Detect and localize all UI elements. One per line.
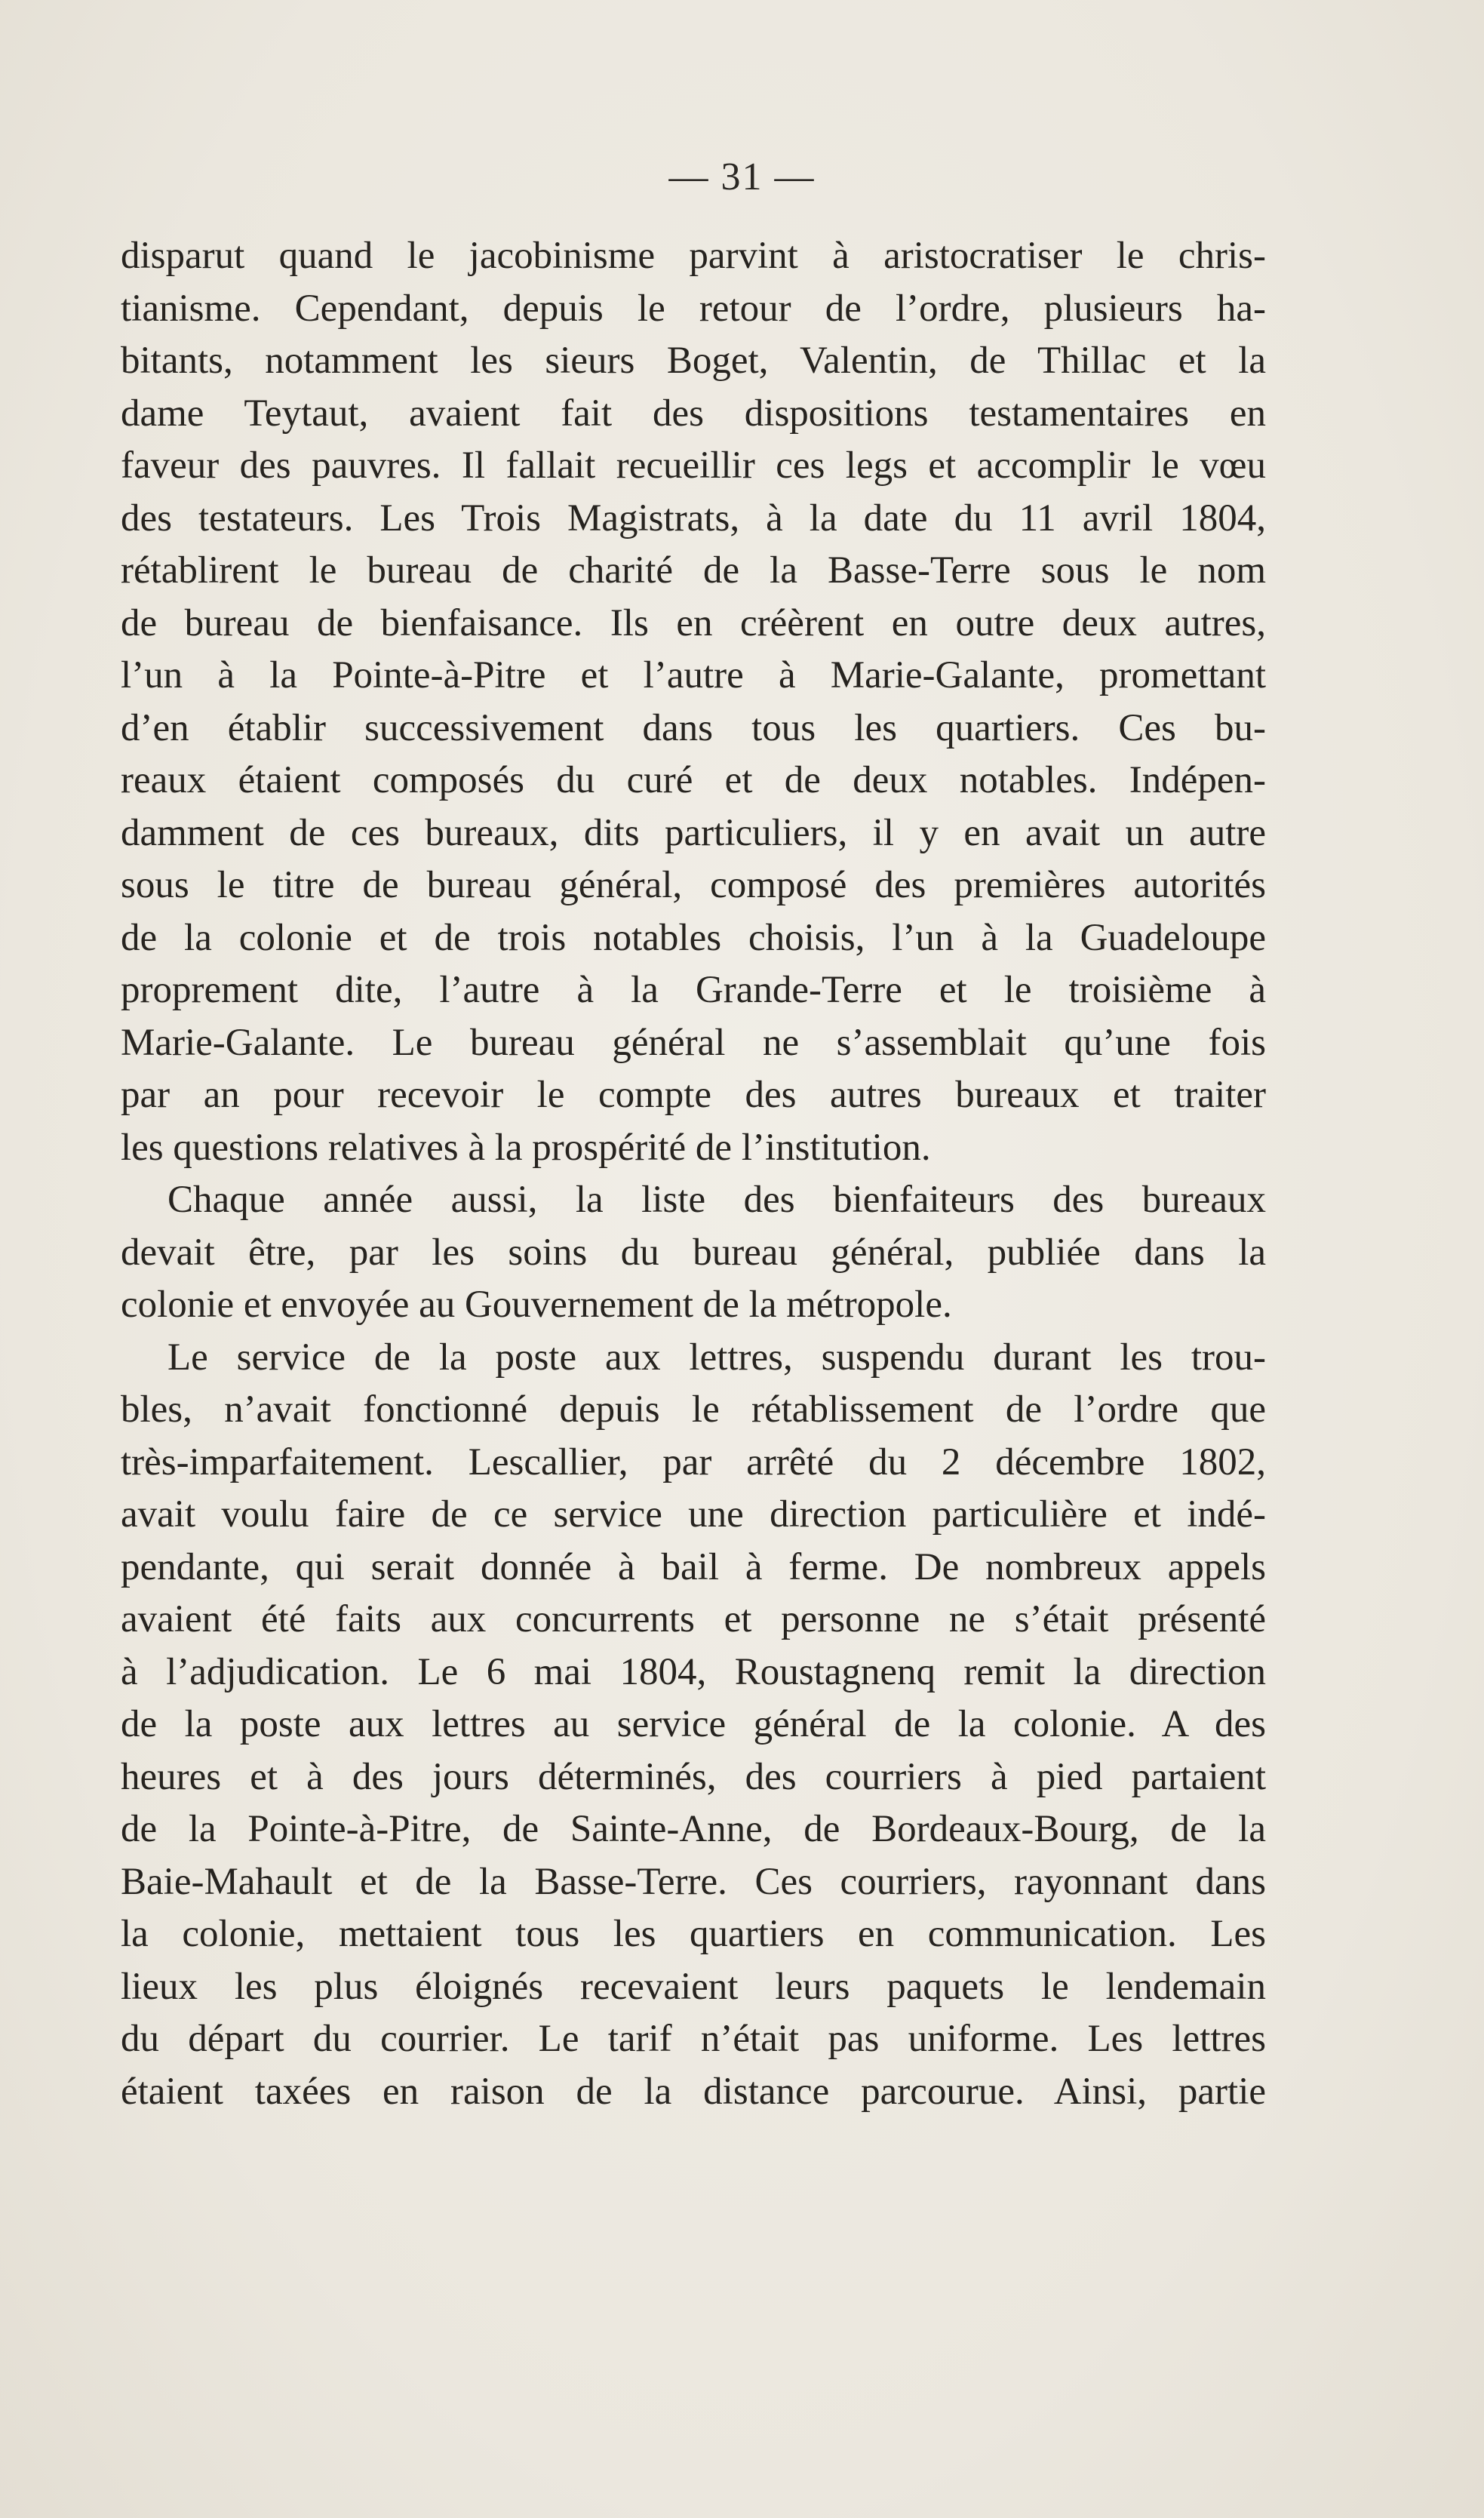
text-line: dame Teytaut, avaient fait des dispositions testamentaires en — [121, 392, 1266, 435]
text-line: de la colonie et de trois notables choisis, l’un à la Guadeloupe — [121, 916, 1266, 959]
text-line: la colonie, mettaient tous les quartiers en communication. Les — [121, 1913, 1266, 1955]
text-line: lieux les plus éloignés recevaient leurs paquets le lendemain — [121, 1965, 1266, 2008]
text-line: colonie et envoyée au Gouvernement de la métropole. — [121, 1284, 952, 1326]
text-line: bitants, notamment les sieurs Boget, Valentin, de Thillac et la — [121, 340, 1266, 382]
text-line: sous le titre de bureau général, composé des premières autorités — [121, 864, 1266, 906]
text-line: pendante, qui serait donnée à bail à ferme. De nombreux appels — [121, 1545, 1266, 1588]
text-line: proprement dite, l’autre à la Grande-Terre et le troisième à — [121, 969, 1266, 1011]
body-text — [121, 230, 1266, 2118]
text-line: par an pour recevoir le compte des autres bureaux et traiter — [121, 1074, 1266, 1116]
text-line: l’un à la Pointe-à-Pitre et l’autre à Marie-Galante, promettant — [121, 654, 1266, 696]
text-line: faveur des pauvres. Il fallait recueillir ces legs et accomplir le vœu — [121, 444, 1266, 487]
text-line: devait être, par les soins du bureau général, publiée dans la — [121, 1231, 1266, 1274]
text-line: disparut quand le jacobinisme parvint à aristocratiser le chris- — [121, 235, 1266, 277]
page-number: — 31 — — [668, 155, 816, 198]
text-line: Marie-Galante. Le bureau général ne s’assemblait qu’une fois — [121, 1021, 1266, 1064]
text-line: des testateurs. Les Trois Magistrats, à la date du 11 avril 1804, — [121, 497, 1266, 540]
text-line: Baie-Mahault et de la Basse-Terre. Ces courriers, rayonnant dans — [121, 1860, 1266, 1903]
text-line: du départ du courrier. Le tarif n’était pas uniforme. Les lettres — [121, 2018, 1266, 2060]
text-line: de la Pointe-à-Pitre, de Sainte-Anne, de Bordeaux-Bourg, de la — [121, 1808, 1266, 1850]
text-line: d’en établir successivement dans tous les quartiers. Ces bu- — [121, 706, 1266, 749]
text-line: les questions relatives à la prospérité de l’institution. — [121, 1126, 931, 1169]
text-line: tianisme. Cependant, depuis le retour de l’ordre, plusieurs ha- — [121, 287, 1266, 330]
text-line: bles, n’avait fonctionné depuis le rétablissement de l’ordre que — [121, 1388, 1266, 1431]
text-line: de bureau de bienfaisance. Ils en créèrent en outre deux autres, — [121, 601, 1266, 644]
text-line: de la poste aux lettres au service général de la colonie. A des — [121, 1703, 1266, 1745]
text-line: avaient été faits aux concurrents et personne ne s’était présenté — [121, 1598, 1266, 1640]
text-line: damment de ces bureaux, dits particuliers, il y en avait un autre — [121, 811, 1266, 854]
text-line: rétablirent le bureau de charité de la Basse-Terre sous le nom — [121, 549, 1266, 592]
text-line: très-imparfaitement. Lescallier, par arrêté du 2 décembre 1802, — [121, 1440, 1266, 1483]
text-line: heures et à des jours déterminés, des courriers à pied partaient — [121, 1755, 1266, 1798]
text-line: à l’adjudication. Le 6 mai 1804, Roustagnenq remit la direction — [121, 1650, 1266, 1693]
text-line: Chaque année aussi, la liste des bienfaiteurs des bureaux — [167, 1179, 1266, 1221]
text-line: Le service de la poste aux lettres, suspendu durant les trou- — [167, 1336, 1266, 1379]
text-line: avait voulu faire de ce service une direction particulière et indé- — [121, 1493, 1266, 1536]
text-line: reaux étaient composés du curé et de deux notables. Indépen- — [121, 759, 1266, 801]
text-line: étaient taxées en raison de la distance parcourue. Ainsi, partie — [121, 2070, 1266, 2113]
